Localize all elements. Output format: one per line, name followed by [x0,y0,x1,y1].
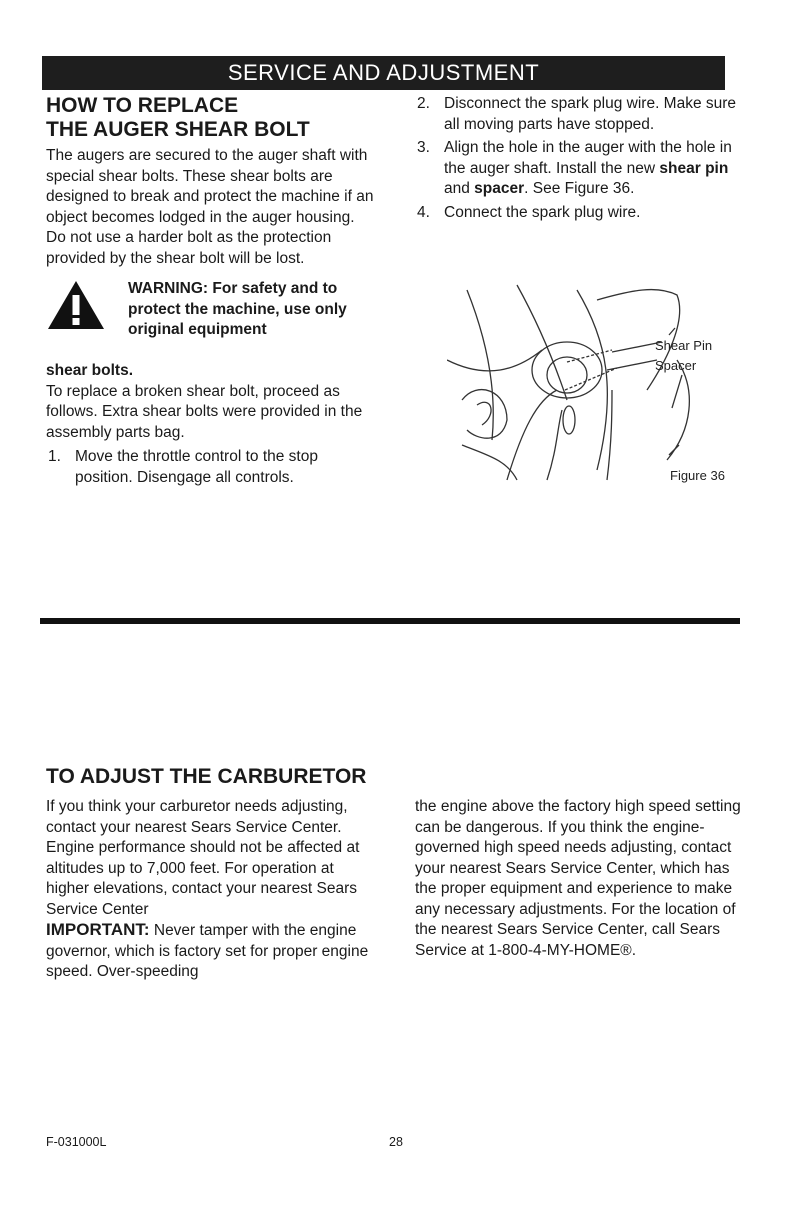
step-text: Disconnect the spark plug wire. Make sure all moving parts have stopped. [444,95,737,133]
important-label: IMPORTANT: [46,920,150,939]
spacer-term: spacer [474,180,525,197]
figure-36 [447,280,737,490]
page-number: 28 [389,1135,403,1149]
step-number: 1. [48,448,61,465]
section-title-line2: THE AUGER SHEAR BOLT [46,118,310,141]
section-title-line1: HOW TO REPLACE [46,94,239,117]
step-text: Align the hole in the auger with the hole in the auger shaft. Install the new shear pin and spacer. See Figure 36. [444,139,732,197]
important-text-cont: the engine above the factory high speed setting can be dangerous. If you think the engine-governed high speed needs adjusting, contact your nearest Sears Service Center, which has the proper equipment and experience to make any necessary adjustments. For the location of the nearest Sears Service Center, call Sears Service at 1-800-4-MY-HOME®. [415,798,741,959]
carburetor-left-column [46,797,381,983]
step-text: Move the throttle control to the stop position. Disengage all controls. [75,448,318,486]
section-banner: SERVICE AND ADJUSTMENT [42,56,725,90]
auger-illustration [447,280,737,490]
replace-paragraph: To replace a broken shear bolt, proceed as follows. Extra shear bolts were provided in the assembly parts bag. [46,382,363,441]
step-item [415,203,745,224]
warning-block [46,279,376,361]
warning-triangle-icon [46,279,106,331]
left-column [46,94,376,491]
steps-list-left [46,447,376,488]
section-divider [40,618,740,624]
step-number: 2. [417,95,430,112]
document-code: F-031000L [46,1135,107,1149]
step-text: Connect the spark plug wire. [444,203,641,221]
spacer-label: Spacer [655,358,697,373]
carburetor-title: TO ADJUST THE CARBURETOR [46,765,367,788]
steps-list-right [415,94,745,223]
figure-caption: Figure 36 [670,468,725,483]
important-text-start: Never tamper with the engine governor, which is factory set for proper engine speed. Over-speeding [46,922,369,980]
step-item [415,94,745,135]
step-item [415,138,745,200]
step-number: 4. [417,203,430,221]
right-column [415,94,745,226]
intro-paragraph: The augers are secured to the auger shaft with special shear bolts. These shear bolts are designed to break and protect the machine if an object becomes lodged in the auger housing. Do not use a harder bolt as the protection provided by the shear bolt will be lost. [46,147,374,267]
shear-pin-label: Shear Pin [655,338,713,353]
carburetor-paragraph: If you think your carburetor needs adjusting, contact your nearest Sears Service Center. Engine performance should not be affected at altitudes up to 7,000 feet. For operation at higher elevations, contact your nearest Sears Service Center [46,798,360,918]
warning-tail: shear bolts. [46,362,133,379]
step-number: 3. [417,139,430,156]
warning-text: WARNING: For safety and to protect the machine, use only original equipment [128,280,347,338]
carburetor-right-column [415,797,750,961]
step-item [46,447,376,488]
shear-pin-term: shear pin [659,159,729,177]
